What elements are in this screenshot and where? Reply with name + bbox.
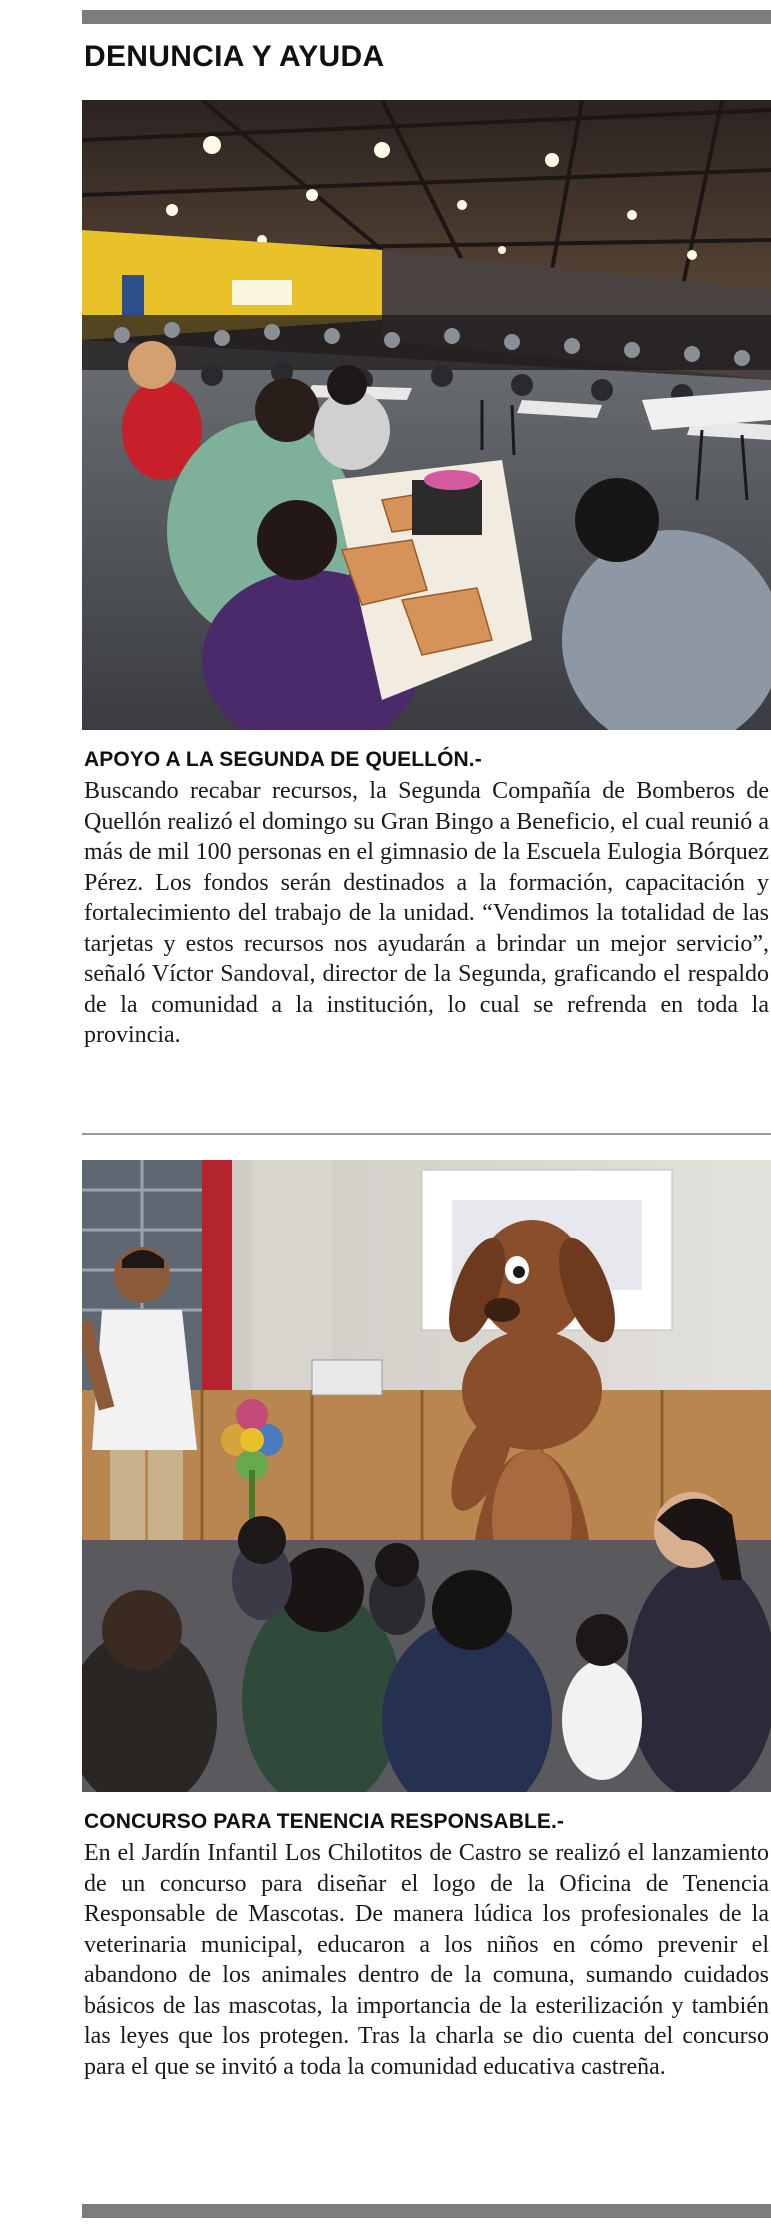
top-rule (82, 10, 771, 24)
mascot-photo-illustration (82, 1160, 771, 1792)
article-1-headline: APOYO A LA SEGUNDA DE QUELLÓN.- (84, 748, 482, 771)
article-divider (82, 1133, 771, 1135)
article-1-body: Buscando recabar recursos, la Segunda Compañía de Bomberos de Quellón realizó el domingo su Gran Bingo a Beneficio, el cual reunió a más de mil 100 personas en el gimnasio de la Escuela Eulogia Bórquez Pérez. Los fondos serán destinados a la formación, capacitación y fortalecimiento del trabajo de la unidad. “Vendimos la totalidad de las tarjetas y estos recursos nos ayudarán a brindar un mejor servicio”, señaló Víctor Sandoval, director de la Segunda, graficando el respaldo de la comunidad a la institución, lo cual se refrenda en toda la provincia. (84, 778, 769, 1048)
bingo-gymnasium-photo (82, 100, 771, 730)
mascot-kindergarten-photo (82, 1160, 771, 1792)
section-title: DENUNCIA Y AYUDA (84, 40, 385, 73)
bottom-rule (82, 2204, 771, 2218)
bingo-photo-illustration (82, 100, 771, 730)
article-2-body: En el Jardín Infantil Los Chilotitos de Castro se realizó el lanzamiento de un concurso para diseñar el logo de la Oficina de Tenencia Responsable de Mascotas. De manera lúdica los profesionales de la veterinaria municipal, educaron a los niños en cómo prevenir el abandono de los animales dentro de la comuna, sumando cuidados básicos de las mascotas, la importancia de la esterilización y también las leyes que los protegen. Tras la charla se dio cuenta del concurso para el que se invitó a toda la comunidad educativa castreña. (84, 1840, 769, 2080)
article-2-headline: CONCURSO PARA TENENCIA RESPONSABLE.- (84, 1810, 565, 1833)
